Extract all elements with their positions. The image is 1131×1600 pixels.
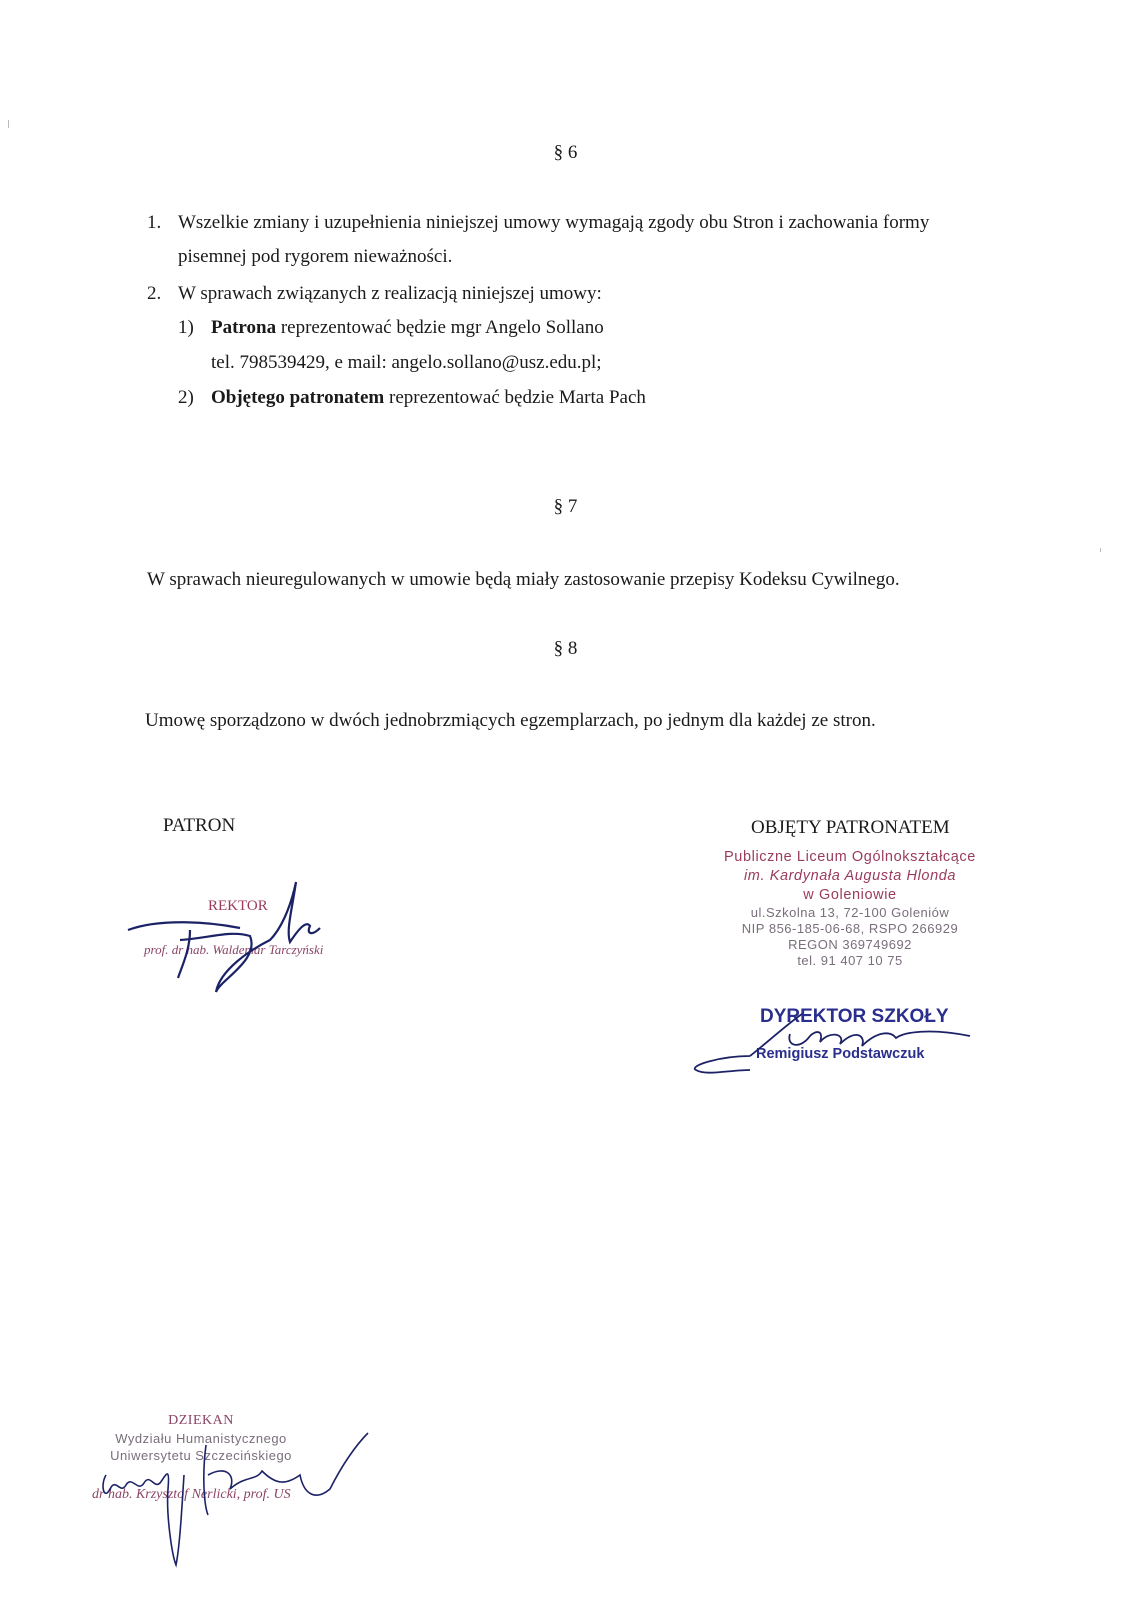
school-stamp — [700, 848, 1000, 969]
school-stamp-line: Publiczne Liceum Ogólnokształcące — [724, 849, 976, 865]
school-stamp-line: im. Kardynała Augusta Hlonda — [743, 868, 957, 884]
dyrektor-signature-icon — [690, 1000, 990, 1090]
rektor-title: REKTOR — [208, 898, 268, 914]
dziekan-signature-icon — [86, 1405, 376, 1575]
rektor-name: prof. dr hab. Waldemar Tarczyński — [144, 942, 324, 957]
sub-item-text: tel. 798539429, e mail: angelo.sollano@usz.edu.pl; — [211, 352, 602, 373]
dyrektor-signature-block — [690, 1000, 990, 1090]
dyrektor-title: DYREKTOR SZKOŁY — [760, 1006, 949, 1027]
rektor-signature-icon — [120, 870, 380, 1010]
dziekan-unit: Wydziału Humanistycznego — [115, 1431, 287, 1446]
dziekan-signature-block — [86, 1405, 376, 1575]
patron-label: PATRON — [163, 815, 236, 836]
rektor-signature-block — [120, 870, 380, 1010]
section-heading-8: § 8 — [553, 638, 578, 659]
dziekan-unit: Uniwersytetu Szczecińskiego — [110, 1448, 292, 1463]
list-item-text: Wszelkie zmiany i uzupełnienia niniejszej umowy wymagają zgody obu Stron i zachowania formy — [178, 212, 930, 233]
sub-item-number: 2) — [178, 387, 194, 408]
scan-mark — [1100, 548, 1101, 552]
list-item-number: 1. — [147, 212, 162, 233]
dyrektor-name: Remigiusz Podstawczuk — [756, 1046, 925, 1062]
school-stamp-line: ul.Szkolna 13, 72-100 Goleniów — [750, 905, 950, 920]
sub-item-bold: Objętego patronatem — [211, 387, 385, 408]
dziekan-name: dr hab. Krzysztof Nerlicki, prof. US — [92, 1487, 291, 1502]
sub-item-bold: Patrona — [211, 317, 277, 338]
list-item-number: 2. — [147, 283, 162, 304]
scan-mark — [8, 120, 9, 128]
school-stamp-line: NIP 856-185-06-68, RSPO 266929 — [741, 921, 959, 936]
dziekan-title: DZIEKAN — [168, 1413, 234, 1428]
section-heading-7: § 7 — [553, 496, 578, 517]
sub-item-text — [211, 388, 646, 407]
school-stamp-line: tel. 91 407 10 75 — [797, 953, 903, 968]
sub-item-number: 1) — [178, 317, 194, 338]
sub-item-text — [211, 318, 604, 337]
list-item-text: pisemnej pod rygorem nieważności. — [178, 246, 453, 267]
paragraph-text: Umowę sporządzono w dwóch jednobrzmiących egzemplarzach, po jednym dla każdej ze stron. — [145, 710, 876, 731]
list-item-text: W sprawach związanych z realizacją niniejszej umowy: — [178, 283, 602, 304]
section-heading-6: § 6 — [553, 142, 578, 163]
paragraph-text: W sprawach nieuregulowanych w umowie będą miały zastosowanie przepisy Kodeksu Cywilnego. — [147, 569, 900, 590]
objety-label: OBJĘTY PATRONATEM — [751, 817, 950, 838]
school-stamp-line: w Goleniowie — [803, 887, 897, 903]
school-stamp-line: REGON 369749692 — [788, 937, 912, 952]
sub-item-rest: reprezentować będzie mgr Angelo Sollano — [276, 317, 604, 338]
sub-item-rest: reprezentować będzie Marta Pach — [384, 387, 646, 408]
